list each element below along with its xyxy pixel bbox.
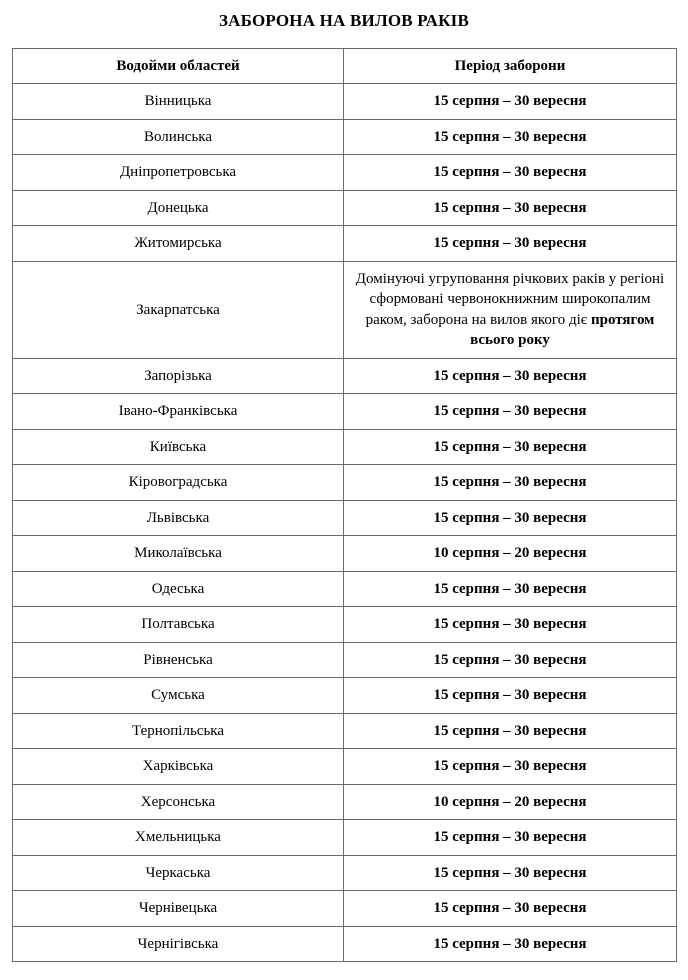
table-row-note bbox=[13, 261, 677, 358]
region-cell: Сумська bbox=[13, 678, 344, 714]
period-cell: 15 серпня – 30 вересня bbox=[344, 394, 677, 430]
table-header-row bbox=[13, 49, 677, 84]
table-row bbox=[13, 678, 677, 714]
table-row bbox=[13, 536, 677, 572]
table-body bbox=[13, 84, 677, 962]
period-note-cell bbox=[344, 261, 677, 358]
table-row bbox=[13, 642, 677, 678]
period-cell: 10 серпня – 20 вересня bbox=[344, 536, 677, 572]
column-header-period: Період заборони bbox=[344, 49, 677, 84]
table-row bbox=[13, 749, 677, 785]
period-cell: 15 серпня – 30 вересня bbox=[344, 155, 677, 191]
table-row bbox=[13, 394, 677, 430]
period-cell: 15 серпня – 30 вересня bbox=[344, 500, 677, 536]
table-row bbox=[13, 607, 677, 643]
region-cell: Дніпропетровська bbox=[13, 155, 344, 191]
region-cell: Київська bbox=[13, 429, 344, 465]
region-cell: Івано-Франківська bbox=[13, 394, 344, 430]
region-cell: Хмельницька bbox=[13, 820, 344, 856]
table-row bbox=[13, 119, 677, 155]
table-row bbox=[13, 190, 677, 226]
period-cell: 15 серпня – 30 вересня bbox=[344, 855, 677, 891]
table-row bbox=[13, 820, 677, 856]
period-cell: 15 серпня – 30 вересня bbox=[344, 642, 677, 678]
region-cell: Одеська bbox=[13, 571, 344, 607]
table-row bbox=[13, 84, 677, 120]
region-cell: Чернівецька bbox=[13, 891, 344, 927]
period-cell: 15 серпня – 30 вересня bbox=[344, 429, 677, 465]
period-cell: 15 серпня – 30 вересня bbox=[344, 678, 677, 714]
table-row bbox=[13, 713, 677, 749]
table-row bbox=[13, 226, 677, 262]
table-row bbox=[13, 500, 677, 536]
region-cell: Рівненська bbox=[13, 642, 344, 678]
period-cell: 15 серпня – 30 вересня bbox=[344, 358, 677, 394]
region-cell: Тернопільська bbox=[13, 713, 344, 749]
period-cell: 15 серпня – 30 вересня bbox=[344, 820, 677, 856]
table-row bbox=[13, 926, 677, 962]
period-cell: 15 серпня – 30 вересня bbox=[344, 607, 677, 643]
region-cell: Чернігівська bbox=[13, 926, 344, 962]
table-row bbox=[13, 855, 677, 891]
region-cell: Миколаївська bbox=[13, 536, 344, 572]
region-cell: Полтавська bbox=[13, 607, 344, 643]
column-header-region: Водойми областей bbox=[13, 49, 344, 84]
region-cell: Волинська bbox=[13, 119, 344, 155]
region-cell: Запорізька bbox=[13, 358, 344, 394]
period-cell: 15 серпня – 30 вересня bbox=[344, 926, 677, 962]
region-cell: Львівська bbox=[13, 500, 344, 536]
table-row bbox=[13, 429, 677, 465]
period-note-text: Домінуючі угруповання річкових раків у регіоні сформовані червонокнижним широкопалим раком, заборона на вилов якого діє bbox=[355, 270, 665, 328]
period-cell: 15 серпня – 30 вересня bbox=[344, 749, 677, 785]
region-cell: Харківська bbox=[13, 749, 344, 785]
region-cell: Закарпатська bbox=[13, 261, 344, 358]
table-row bbox=[13, 571, 677, 607]
period-cell: 15 серпня – 30 вересня bbox=[344, 891, 677, 927]
region-cell: Черкаська bbox=[13, 855, 344, 891]
table-row bbox=[13, 358, 677, 394]
period-cell: 15 серпня – 30 вересня bbox=[344, 465, 677, 501]
period-cell: 10 серпня – 20 вересня bbox=[344, 784, 677, 820]
region-cell: Житомирська bbox=[13, 226, 344, 262]
period-cell: 15 серпня – 30 вересня bbox=[344, 190, 677, 226]
table-row bbox=[13, 784, 677, 820]
table-row bbox=[13, 155, 677, 191]
period-cell: 15 серпня – 30 вересня bbox=[344, 84, 677, 120]
region-cell: Вінницька bbox=[13, 84, 344, 120]
period-cell: 15 серпня – 30 вересня bbox=[344, 713, 677, 749]
ban-period-table bbox=[12, 48, 677, 962]
period-note-emphasis: протягом всього року bbox=[470, 311, 655, 348]
period-cell: 15 серпня – 30 вересня bbox=[344, 571, 677, 607]
period-cell: 15 серпня – 30 вересня bbox=[344, 226, 677, 262]
region-cell: Херсонська bbox=[13, 784, 344, 820]
page-title: ЗАБОРОНА НА ВИЛОВ РАКІВ bbox=[218, 11, 469, 30]
region-cell: Кіровоградська bbox=[13, 465, 344, 501]
table-row bbox=[13, 891, 677, 927]
region-cell: Донецька bbox=[13, 190, 344, 226]
period-cell: 15 серпня – 30 вересня bbox=[344, 119, 677, 155]
table-row bbox=[13, 465, 677, 501]
